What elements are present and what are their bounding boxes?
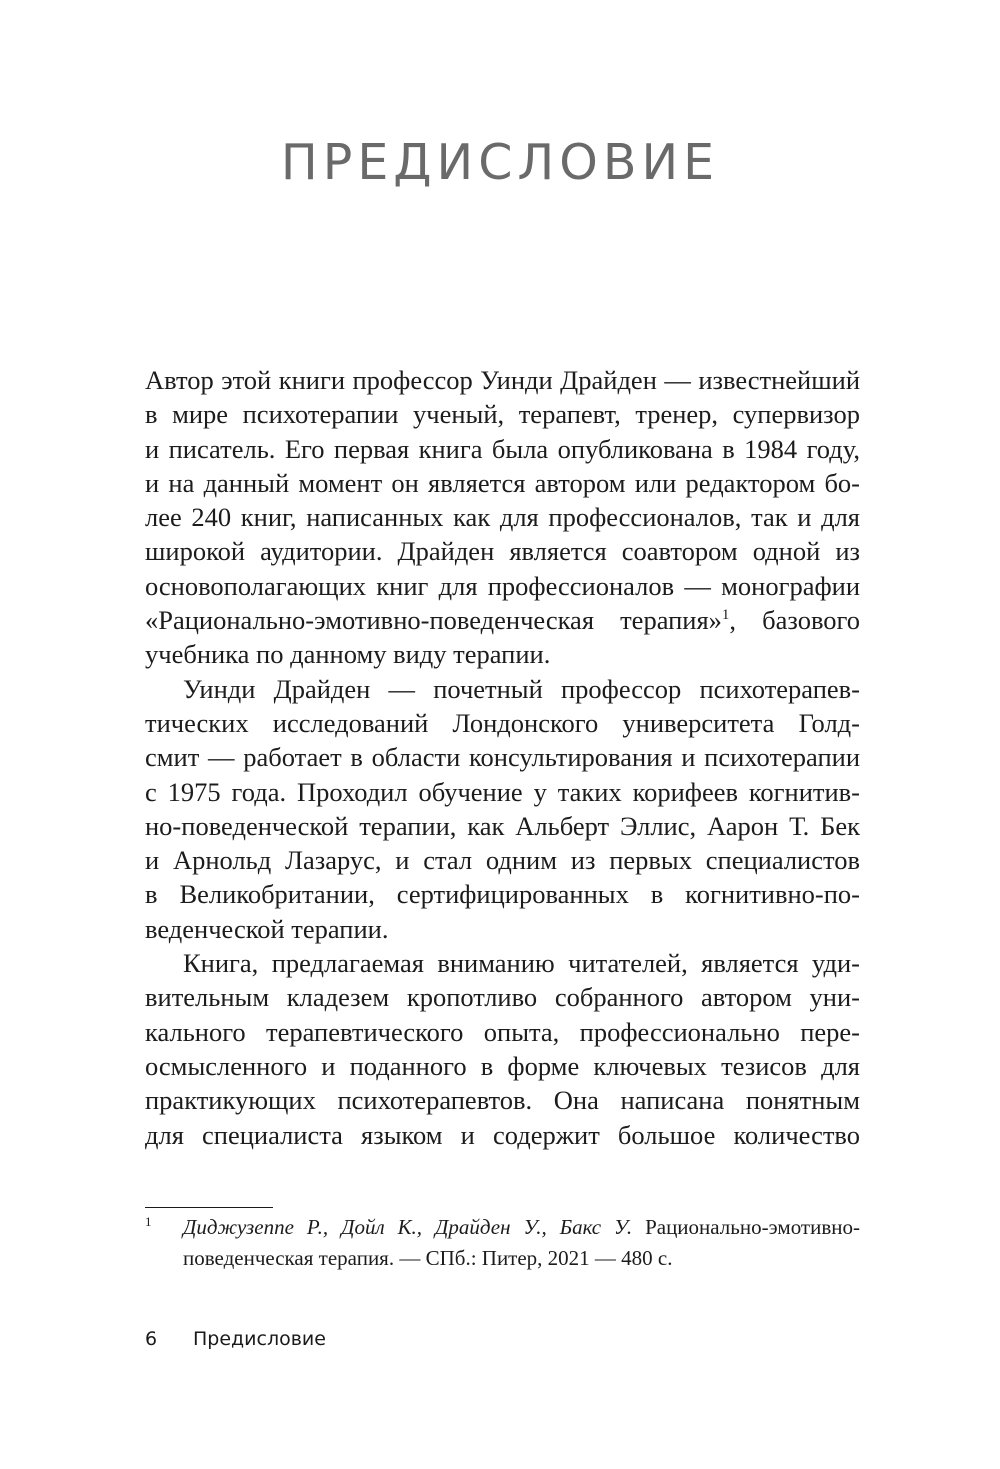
text-line: в Великобритании, сертифицированных в когнитивно-по- [145,879,860,910]
text-continuation: , базового [729,605,860,636]
text-line: тических исследований Лондонского университета Голд- [145,707,860,738]
paragraph-1 [145,363,860,672]
text-line: кального терапевтического опыта, профессионально пере- [145,1016,860,1047]
footnote-line: поведенческая терапия. — СПб.: Питер, 2021 — 480 с. [183,1246,673,1270]
paragraph-3 [145,946,860,1152]
footnote-reference[interactable]: 1 [721,607,730,624]
text-line: с 1975 года. Проходил обучение у таких корифеев когнитив- [145,776,860,807]
text-line: и Арнольд Лазарус, и стал одним из первых специалистов [145,845,860,876]
text-line-with-footnote [145,603,860,637]
text-line: смит — работает в области консультирования и психотерапии [145,742,860,773]
text-line: в мире психотерапии ученый, терапевт, тренер, супервизор [145,399,860,430]
text-line: учебника по данному виду терапии. [145,639,551,670]
text-line: Автор этой книги профессор Уинди Драйден — известнейший [145,365,860,395]
text-line: веденческой терапии. [145,913,389,944]
running-footer [145,1325,326,1353]
body-text [145,363,860,1152]
text-line: широкой аудитории. Драйден является соавтором одной из [145,536,860,567]
running-title: Предисловие [193,1328,326,1350]
text-line: и на данный момент он является автором или редактором бо- [145,467,860,498]
footnote [145,1212,860,1274]
footnote-marker: 1 [145,1214,152,1229]
text-line: Книга, предлагаемая вниманию читателей, является уди- [183,948,860,979]
footnote-divider [145,1207,273,1208]
footnote-authors: Диджузеппе Р., Дойл К., Драйден У., Бакс У. [183,1215,633,1239]
book-title-text: «Рационально-эмотивно-поведенческая терапия» [145,605,722,636]
text-line: осмысленного и поданного в форме ключевых тезисов для [145,1050,860,1081]
paragraph-2 [145,672,860,946]
text-line: лее 240 книг, написанных как для профессионалов, так и для [145,502,860,533]
text-line: практикующих психотерапевтов. Она написана понятным [145,1085,860,1116]
text-line: для специалиста языком и содержит большое количество [145,1119,860,1150]
text-line: Уинди Драйден — почетный профессор психотерапев- [183,673,860,704]
footnote-title: Рационально-эмотивно- [632,1215,860,1239]
chapter-title: ПРЕДИСЛОВИЕ [280,134,720,191]
page-number: 6 [145,1328,158,1350]
text-line: основополагающих книг для профессионалов — монографии [145,570,860,601]
footnote-body [183,1212,860,1274]
text-line: но-поведенческой терапии, как Альберт Эллис, Аарон Т. Бек [145,810,860,841]
text-line: и писатель. Его первая книга была опубликована в 1984 году, [145,433,860,464]
text-line: вительным кладезем кропотливо собранного автором уни- [145,982,860,1013]
footnote-line [183,1212,860,1243]
